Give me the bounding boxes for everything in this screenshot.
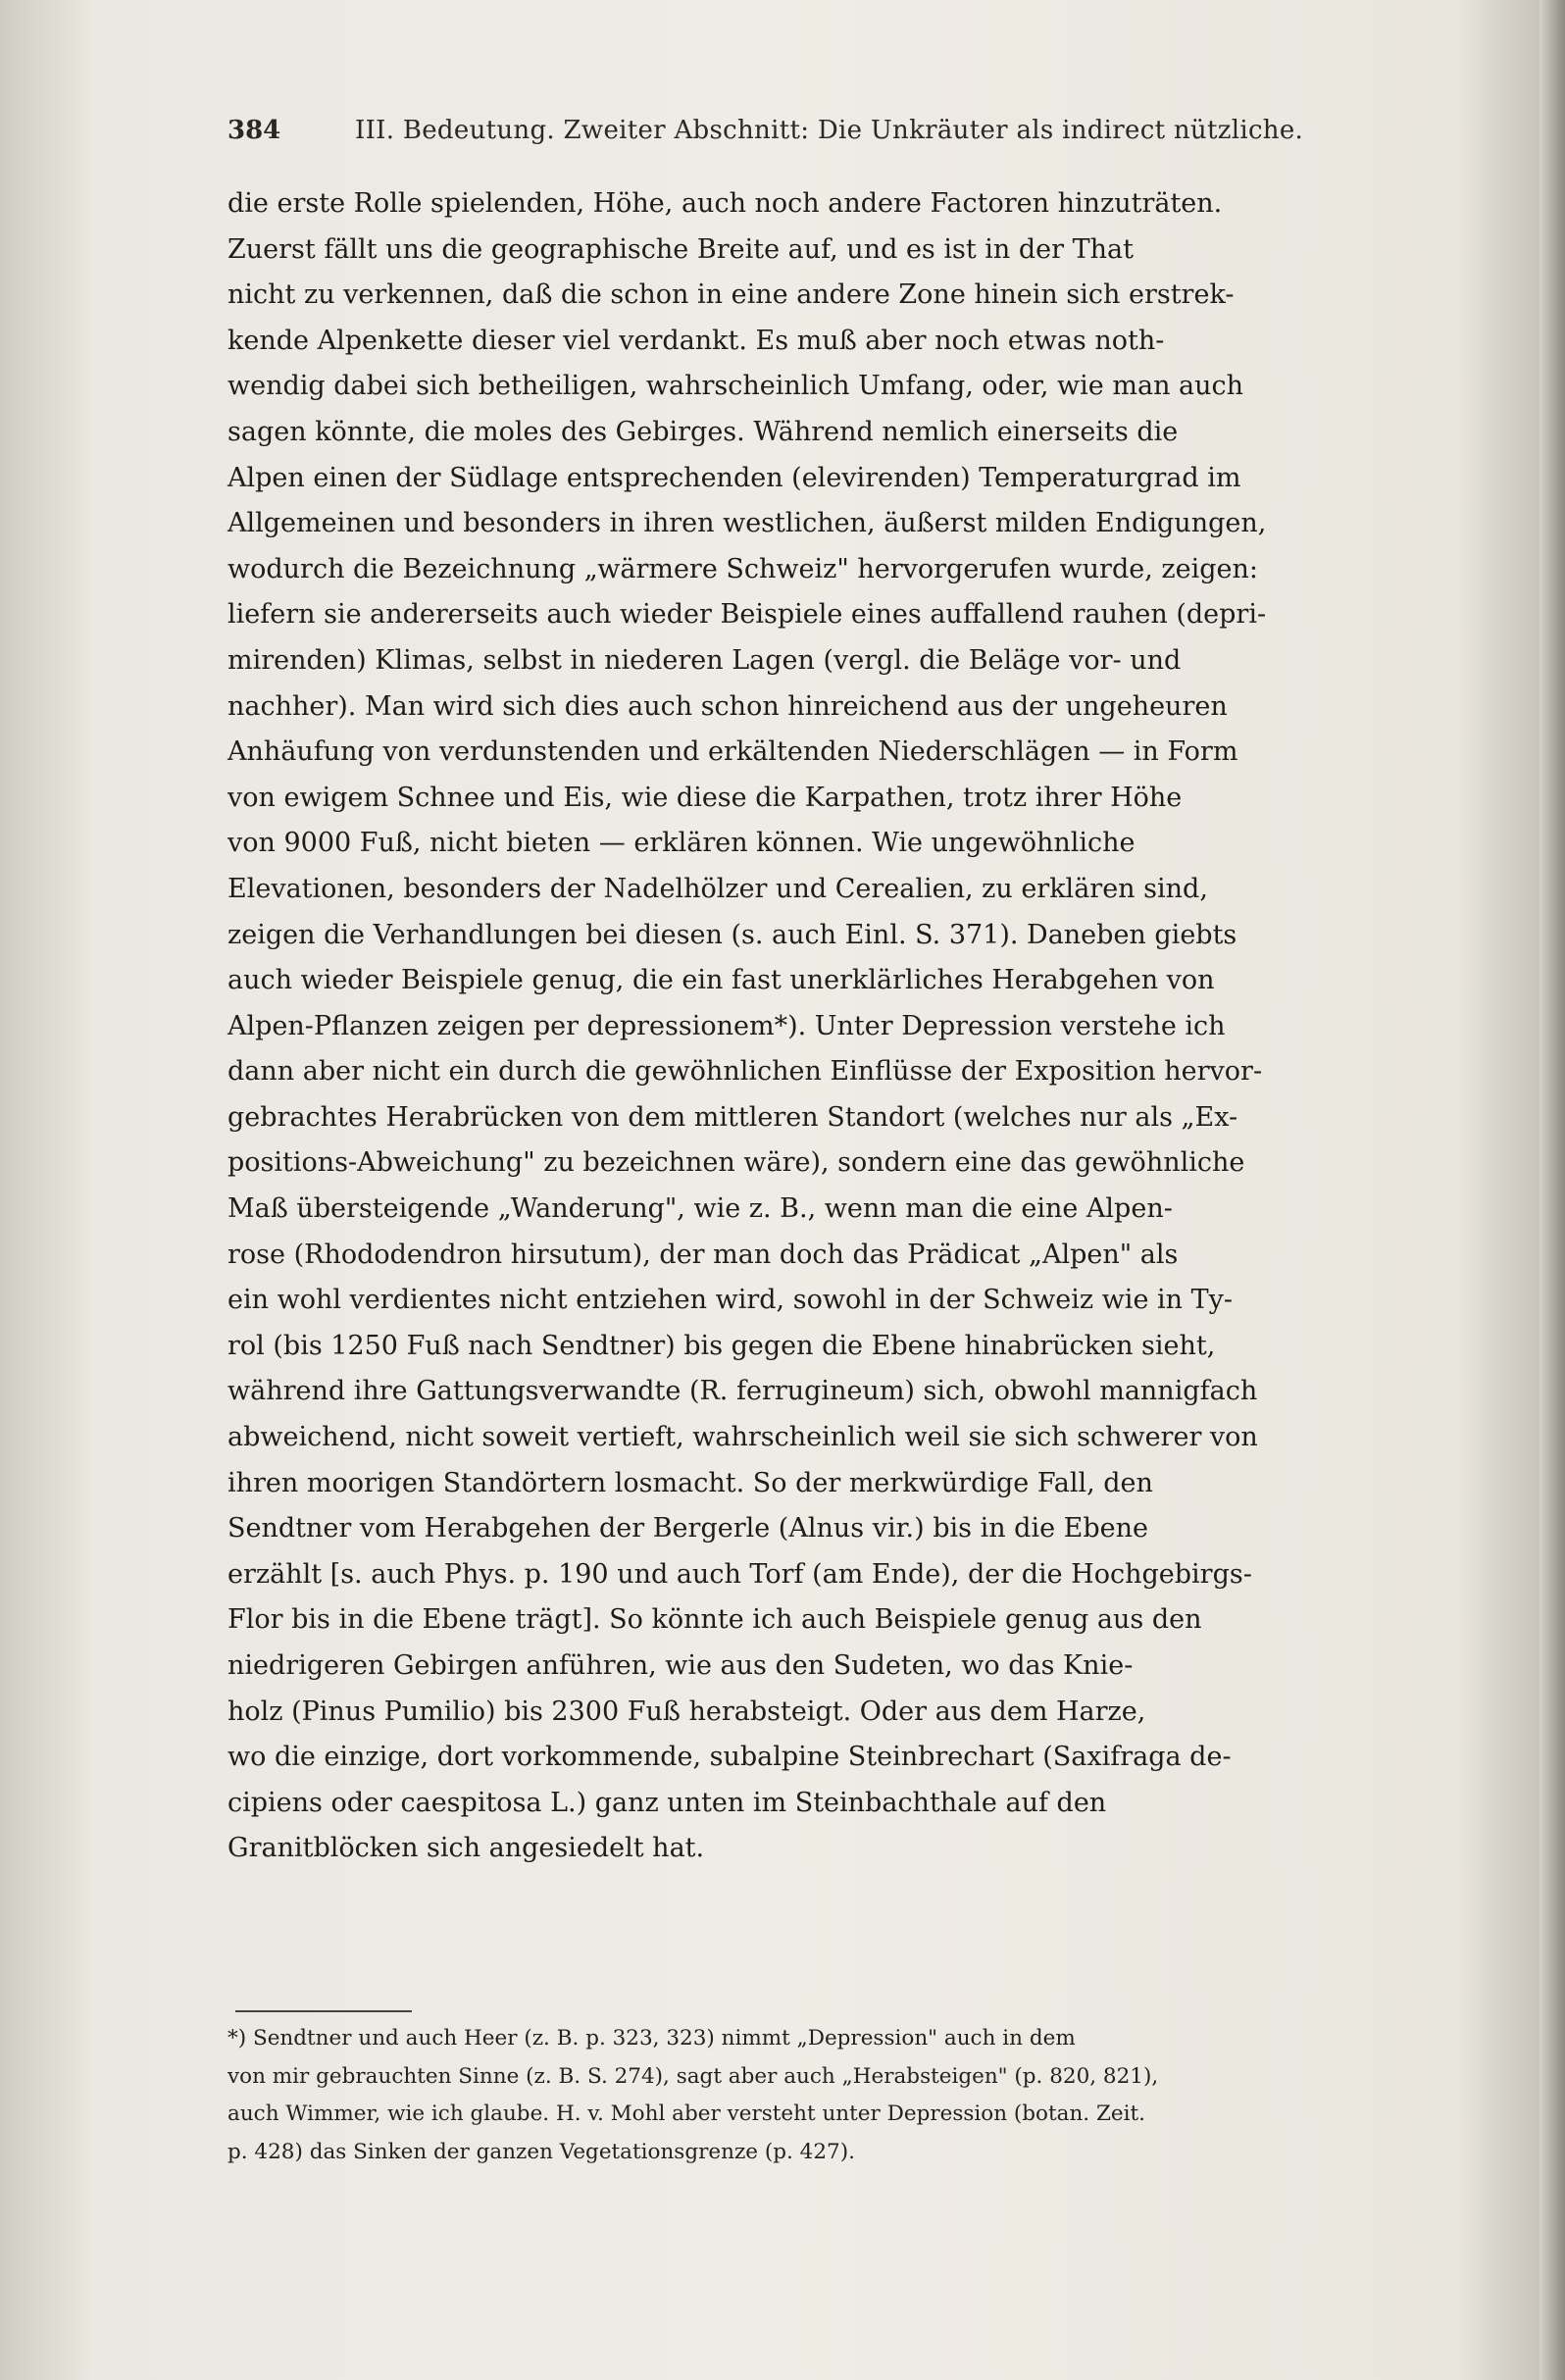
text-line: von ewigem Schnee und Eis, wie diese die Karpathen, trotz ihrer Höhe [227, 782, 1183, 813]
text-line: während ihre Gattungsverwandte (R. ferrugineum) sich, obwohl mannigfach [227, 1376, 1258, 1407]
footnote-line: auch Wimmer, wie ich glaube. H. v. Mohl aber versteht unter Depression (botan. Zeit. [227, 2101, 1145, 2126]
page-number: 384 [227, 116, 281, 145]
text-line: sagen könnte, die moles des Gebirges. Während nemlich einerseits die [227, 416, 1179, 447]
text-line: ihren moorigen Standörtern losmacht. So der merkwürdige Fall, den [227, 1467, 1153, 1498]
footnote-line: p. 428) das Sinken der ganzen Vegetationsgrenze (p. 427). [227, 2139, 855, 2164]
text-line: Elevationen, besonders der Nadelhölzer und Cerealien, zu erklären sind, [227, 873, 1208, 904]
running-header [227, 116, 1385, 155]
text-line: ein wohl verdientes nicht entziehen wird, sowohl in der Schweiz wie in Ty- [227, 1285, 1233, 1316]
footnote-line: von mir gebrauchten Sinne (z. B. S. 274), sagt aber auch „Herabsteigen" (p. 820, 821), [227, 2063, 1159, 2089]
text-line: Alpen-Pflanzen zeigen per depressionem*). Unter Depression verstehe ich [227, 1010, 1226, 1041]
text-line: kende Alpenkette dieser viel verdankt. Es muß aber noch etwas noth- [227, 325, 1165, 356]
text-line: nachher). Man wird sich dies auch schon hinreichend aus der ungeheuren [227, 690, 1228, 722]
text-line: Allgemeinen und besonders in ihren westlichen, äußerst milden Endigungen, [227, 508, 1267, 539]
page-edge-shadow [1540, 0, 1565, 2380]
body-text [227, 181, 1453, 1872]
text-line: gebrachtes Herabrücken von dem mittleren Standort (welches nur als „Ex- [227, 1101, 1238, 1133]
text-line: Sendtner vom Herabgehen der Bergerle (Alnus vir.) bis in die Ebene [227, 1513, 1149, 1544]
text-line: Flor bis in die Ebene trägt]. So könnte ich auch Beispiele genug aus den [227, 1604, 1202, 1636]
footnote-separator [235, 2010, 412, 2012]
text-line: liefern sie andererseits auch wieder Beispiele eines auffallend rauhen (depri- [227, 599, 1267, 631]
running-title: III. Bedeutung. Zweiter Abschnitt: Die Unkräuter als indirect nützliche. [355, 116, 1304, 145]
text-line: mirenden) Klimas, selbst in niederen Lagen (vergl. die Beläge vor- und [227, 644, 1182, 676]
text-line: die erste Rolle spielenden, Höhe, auch noch andere Factoren hinzuträten. [227, 188, 1223, 219]
text-line: wendig dabei sich betheiligen, wahrscheinlich Umfang, oder, wie man auch [227, 371, 1244, 402]
text-line: zeigen die Verhandlungen bei diesen (s. auch Einl. S. 371). Daneben giebts [227, 919, 1237, 950]
text-line: erzählt [s. auch Phys. p. 190 und auch Torf (am Ende), der die Hochgebirgs- [227, 1558, 1252, 1590]
footnote-line: *) Sendtner und auch Heer (z. B. p. 323, 323) nimmt „Depression" auch in dem [227, 2026, 1076, 2051]
text-line: abweichend, nicht soweit vertieft, wahrscheinlich weil sie sich schwerer von [227, 1422, 1258, 1453]
text-line: auch wieder Beispiele genug, die ein fast unerklärliches Herabgehen von [227, 965, 1215, 996]
text-line: holz (Pinus Pumilio) bis 2300 Fuß herabsteigt. Oder aus dem Harze, [227, 1696, 1146, 1727]
text-line: dann aber nicht ein durch die gewöhnlichen Einflüsse der Exposition hervor- [227, 1056, 1263, 1088]
footnotes [227, 2020, 1453, 2171]
text-line: rose (Rhododendron hirsutum), der man doch das Prädicat „Alpen" als [227, 1239, 1179, 1270]
text-line: Granitblöcken sich angesiedelt hat. [227, 1833, 705, 1864]
text-line: Alpen einen der Südlage entsprechenden (elevirenden) Temperaturgrad im [227, 462, 1241, 493]
text-line: positions-Abweichung" zu bezeichnen wäre), sondern eine das gewöhnliche [227, 1147, 1245, 1179]
text-line: Anhäufung von verdunstenden und erkältenden Niederschlägen — in Form [227, 736, 1238, 768]
text-line: nicht zu verkennen, daß die schon in eine andere Zone hinein sich erstrek- [227, 279, 1235, 311]
text-line: wo die einzige, dort vorkommende, subalpine Steinbrechart (Saxifraga de- [227, 1742, 1232, 1773]
text-line: wodurch die Bezeichnung „wärmere Schweiz" hervorgerufen wurde, zeigen: [227, 553, 1258, 584]
text-line: niedrigeren Gebirgen anführen, wie aus den Sudeten, wo das Knie- [227, 1650, 1134, 1681]
text-line: von 9000 Fuß, nicht bieten — erklären können. Wie ungewöhnliche [227, 828, 1136, 859]
text-line: rol (bis 1250 Fuß nach Sendtner) bis gegen die Ebene hinabrücken sieht, [227, 1330, 1216, 1361]
text-line: cipiens oder caespitosa L.) ganz unten im Steinbachthale auf den [227, 1787, 1107, 1818]
text-line: Zuerst fällt uns die geographische Breite auf, und es ist in der That [227, 233, 1134, 265]
text-line: Maß übersteigende „Wanderung", wie z. B., wenn man die eine Alpen- [227, 1193, 1173, 1225]
